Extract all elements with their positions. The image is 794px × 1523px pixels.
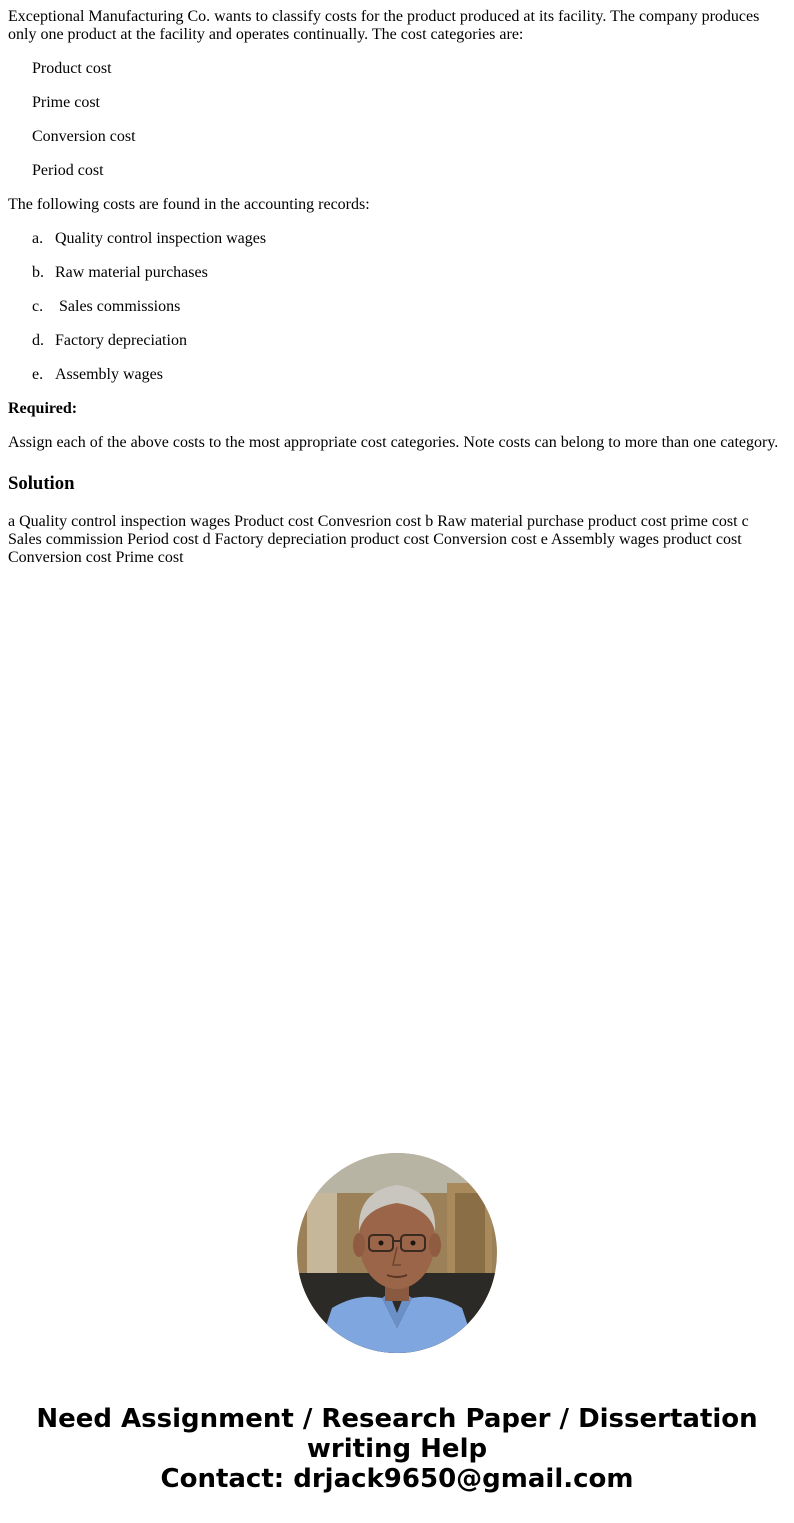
cost-letter: e. [32, 366, 44, 383]
cost-item [32, 366, 786, 384]
document-body [0, 0, 794, 567]
required-label: Required: [8, 400, 78, 417]
cost-label: Sales commissions [55, 298, 181, 315]
cost-item [32, 230, 786, 248]
promo-banner [0, 1404, 794, 1494]
cost-item [32, 298, 786, 316]
solution-heading: Solution [8, 473, 75, 494]
cost-label: Raw material purchases [55, 264, 208, 281]
promo-line-2: writing Help [306, 1434, 488, 1464]
cost-letter: c. [32, 298, 44, 315]
cost-label: Assembly wages [55, 366, 163, 383]
category-prime-cost: Prime cost [32, 94, 100, 111]
author-photo [297, 1153, 497, 1353]
required-text: Assign each of the above costs to the most appropriate cost categories. Note costs can belong to more than one category. [8, 434, 779, 451]
cost-letter: a. [32, 230, 44, 247]
cost-label: Factory depreciation [55, 332, 187, 349]
category-period-cost: Period cost [32, 162, 104, 179]
category-product-cost: Product cost [32, 60, 112, 77]
records-intro: The following costs are found in the accounting records: [8, 196, 370, 213]
cost-item [32, 332, 786, 350]
solution-text: a Quality control inspection wages Product cost Convesrion cost b Raw material purchase product cost prime cost c Sales commission Period cost d Factory depreciation product cost Conversion cost e Assembly wages product cost Conversion cost Prime cost [8, 513, 749, 566]
promo-line-1: Need Assignment / Research Paper / Dissertation [36, 1404, 758, 1434]
cost-item [32, 264, 786, 282]
cost-letter: d. [32, 332, 44, 349]
cost-letter: b. [32, 264, 44, 281]
category-conversion-cost: Conversion cost [32, 128, 136, 145]
author-avatar [297, 1153, 497, 1353]
question-intro: Exceptional Manufacturing Co. wants to classify costs for the product produced at its facility. The company produces only one product at the facility and operates continually. The cost categories are: [8, 8, 760, 43]
cost-label: Quality control inspection wages [55, 230, 267, 247]
promo-contact: Contact: drjack9650@gmail.com [160, 1464, 634, 1494]
